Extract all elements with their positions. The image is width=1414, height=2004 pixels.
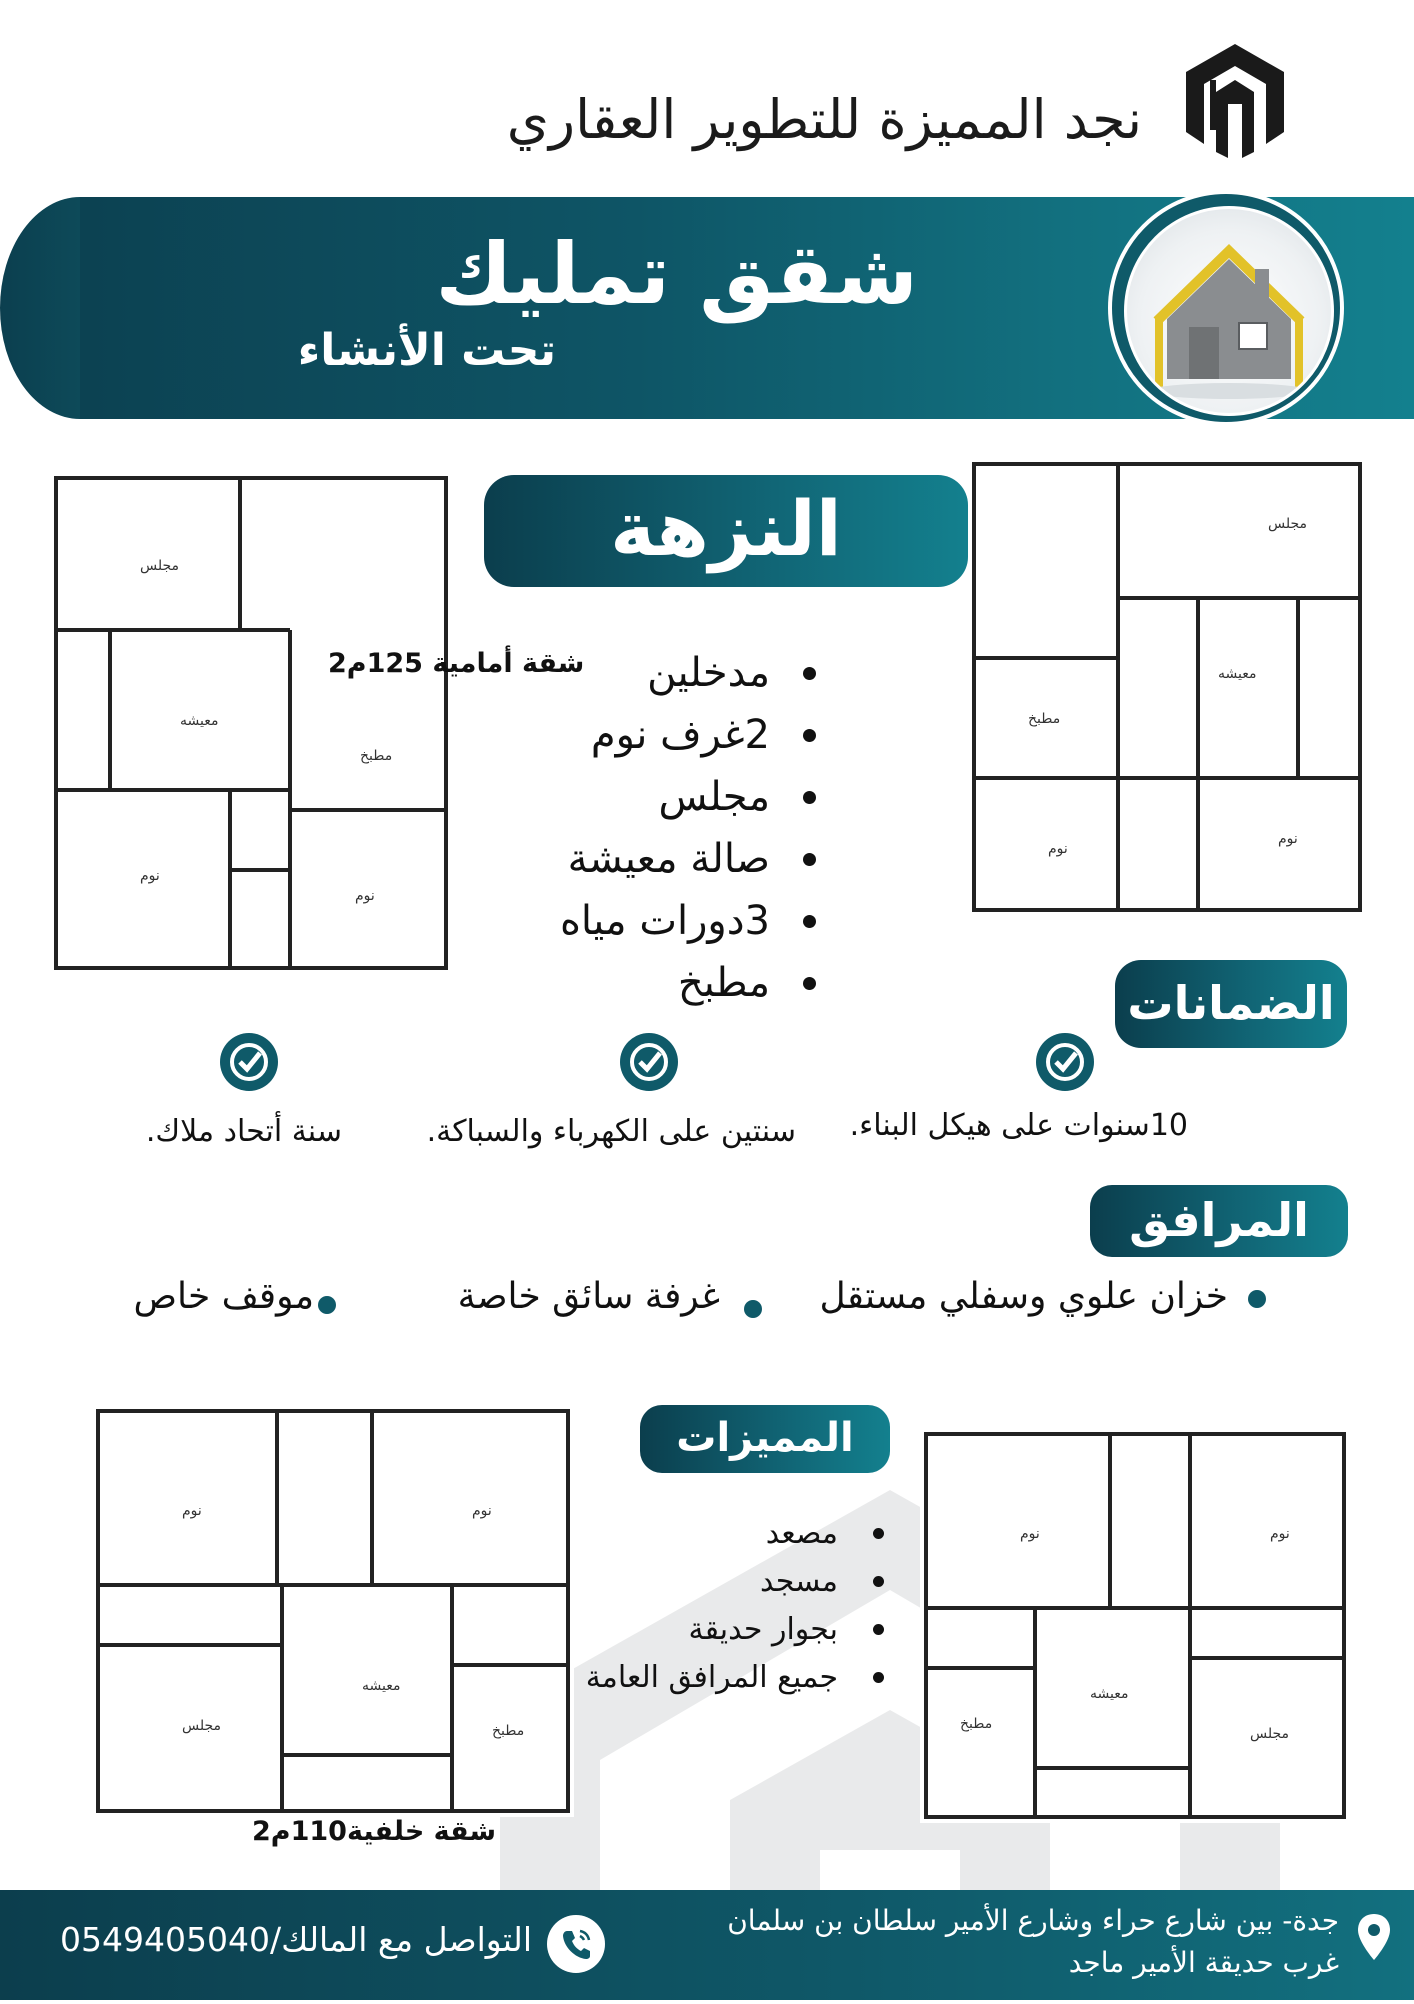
banner-image	[1108, 190, 1344, 426]
facilities-title: المرافق	[1090, 1185, 1348, 1257]
floor-plan-front-left	[50, 470, 452, 975]
list-item: صالة معيشة	[560, 828, 816, 890]
guarantee-item: 10سنوات على هيكل البناء.	[849, 1108, 1188, 1143]
room-label: مجلس	[140, 558, 180, 574]
bullet-dot	[1248, 1290, 1266, 1308]
list-item: مصعد	[586, 1510, 884, 1558]
bullet-dot	[318, 1296, 336, 1314]
project-name: النزهة	[484, 475, 968, 587]
list-item: مدخلين	[560, 642, 816, 704]
room-label: معيشه	[362, 1678, 401, 1694]
room-label: نوم	[1278, 831, 1298, 847]
room-label: مطبخ	[960, 1716, 993, 1732]
room-label: مجلس	[1268, 516, 1308, 532]
room-label: مطبخ	[1028, 711, 1061, 727]
room-label: نوم	[182, 1503, 202, 1519]
facility-item: موقف خاص	[133, 1276, 314, 1317]
building-logo-icon	[1180, 40, 1290, 158]
room-label: مجلس	[1250, 1726, 1290, 1742]
floor-plan-front-right	[968, 458, 1366, 916]
list-item: مسجد	[586, 1558, 884, 1606]
list-item: مطبخ	[560, 952, 816, 1014]
room-label: نوم	[1048, 841, 1068, 857]
back-plan-label: شقة خلفية110م2	[252, 1816, 497, 1847]
guarantee-item: سنتين على الكهرباء والسباكة.	[426, 1114, 796, 1149]
house-measuring-tape-icon	[1124, 206, 1334, 416]
guarantees-title: الضمانات	[1115, 960, 1347, 1048]
rooms-list	[560, 642, 816, 1014]
phone-icon[interactable]	[547, 1915, 605, 1973]
address-line-2: غرب حديقة الأمير ماجد	[1068, 1946, 1339, 1979]
room-label: مطبخ	[492, 1723, 525, 1739]
floor-plan-back-left	[92, 1405, 574, 1817]
check-circle-icon	[1036, 1033, 1094, 1091]
facility-item: غرفة سائق خاصة	[457, 1276, 720, 1317]
guarantee-item: سنة أتحاد ملاك.	[145, 1114, 342, 1149]
front-plan-label: شقة أمامية 125م2	[328, 648, 585, 679]
room-label: معيشه	[1090, 1686, 1129, 1702]
room-label: نوم	[140, 868, 160, 884]
floor-plan-back-right	[920, 1428, 1350, 1823]
company-name: نجد المميزة للتطوير العقاري	[506, 88, 1142, 151]
banner-subtitle: تحت الأنشاء	[297, 325, 556, 376]
banner-title: شقق تمليك	[435, 225, 918, 323]
list-item: مجلس	[560, 766, 816, 828]
list-item: بجوار حديقة	[586, 1606, 884, 1654]
facility-item: خزان علوي وسفلي مستقل	[819, 1276, 1228, 1317]
location-pin-icon	[1356, 1912, 1392, 1962]
room-label: مطبخ	[360, 748, 393, 764]
list-item: 2غرف نوم	[560, 704, 816, 766]
room-label: معيشه	[1218, 666, 1257, 682]
features-title: المميزات	[640, 1405, 890, 1473]
room-label: نوم	[355, 888, 375, 904]
room-label: نوم	[1270, 1526, 1290, 1542]
check-circle-icon	[620, 1033, 678, 1091]
list-item: جميع المرافق العامة	[586, 1654, 884, 1702]
address-line-1: جدة- بين شارع حراء وشارع الأمير سلطان بن سلمان	[727, 1904, 1339, 1937]
owner-contact[interactable]: التواصل مع المالك/0549405040	[60, 1920, 532, 1959]
bullet-dot	[744, 1300, 762, 1318]
room-label: نوم	[1020, 1526, 1040, 1542]
list-item: 3دورات مياه	[560, 890, 816, 952]
room-label: مجلس	[182, 1718, 222, 1734]
features-list	[586, 1510, 884, 1702]
banner-edge	[0, 197, 80, 419]
room-label: نوم	[472, 1503, 492, 1519]
check-circle-icon	[220, 1033, 278, 1091]
room-label: معيشه	[180, 713, 219, 729]
